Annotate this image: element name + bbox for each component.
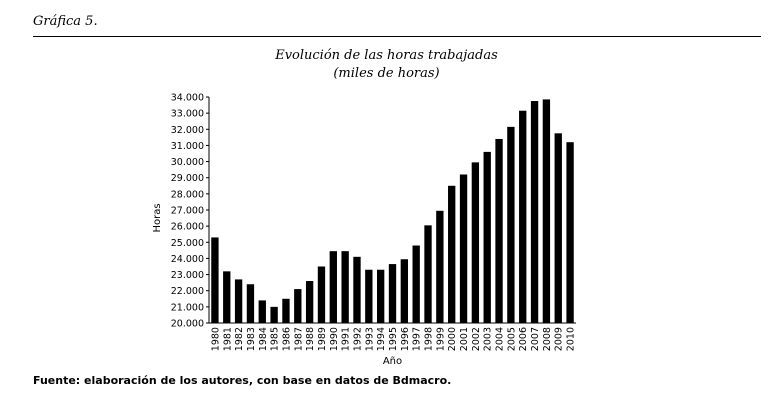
x-tick-label: 2010 [565, 327, 577, 352]
x-tick-label: 1980 [210, 327, 222, 352]
y-tick-label: 29.000 [170, 173, 204, 185]
x-tick-label: 1993 [364, 327, 376, 352]
x-tick-label: 2009 [553, 327, 565, 352]
y-tick-label: 31.000 [170, 140, 204, 152]
y-tick-label: 25.000 [170, 237, 204, 249]
bar-1990 [330, 251, 337, 323]
bar-1980 [211, 237, 218, 323]
x-tick-label: 1994 [376, 327, 388, 352]
y-tick-label: 22.000 [170, 286, 204, 298]
bar-2005 [507, 127, 514, 323]
x-tick-label: 1986 [281, 327, 293, 352]
x-tick-label: 1998 [423, 327, 435, 352]
y-tick-label: 34.000 [170, 92, 204, 104]
bar-2001 [460, 174, 467, 323]
bar-2008 [543, 99, 550, 323]
x-tick-label: 1999 [435, 327, 447, 352]
x-tick-label: 1983 [245, 327, 257, 352]
y-axis-ticks [171, 93, 209, 330]
x-tick-label: 1988 [305, 327, 317, 352]
y-tick-label: 26.000 [170, 221, 204, 233]
bar-2007 [531, 101, 538, 323]
bar-2010 [566, 142, 573, 323]
x-tick-label: 1995 [388, 327, 399, 352]
x-axis-ticks [210, 327, 576, 351]
x-tick-label: 1990 [328, 327, 340, 352]
bar-1983 [247, 284, 254, 323]
y-tick-label: 32.000 [170, 124, 204, 136]
bar-1995 [389, 264, 396, 323]
bar-1991 [341, 251, 348, 323]
bar-1996 [401, 259, 408, 323]
x-tick-label: 2005 [506, 327, 518, 352]
bar-1994 [377, 270, 384, 323]
x-tick-label: 1997 [411, 327, 423, 352]
bar-2006 [519, 111, 526, 323]
y-tick-label: 21.000 [170, 302, 204, 314]
y-tick-label: 27.000 [170, 205, 204, 217]
bar-1984 [259, 300, 266, 323]
bar-1987 [294, 289, 301, 323]
chart-title: Evolución de las horas trabajadas [275, 48, 498, 63]
y-tick-label: 20.000 [170, 318, 204, 330]
x-tick-label: 2001 [459, 327, 471, 352]
chart-subtitle: (miles de horas) [333, 66, 440, 81]
y-tick-label: 33.000 [170, 108, 204, 120]
x-tick-label: 1996 [399, 327, 411, 352]
bar-2002 [472, 162, 479, 323]
bar-1986 [282, 299, 289, 323]
x-tick-label: 1985 [269, 327, 281, 352]
x-tick-label: 2003 [482, 327, 494, 352]
bar-1989 [318, 267, 325, 324]
bar-1982 [235, 279, 242, 323]
y-tick-label: 30.000 [170, 157, 204, 169]
figure-label: Gráfica 5. [33, 14, 98, 29]
x-tick-label: 2008 [541, 327, 553, 352]
source-note: Fuente: elaboración de los autores, con base en datos de Bdmacro. [33, 374, 452, 387]
y-tick-label: 23.000 [170, 270, 204, 282]
y-tick-label: 24.000 [170, 253, 204, 265]
bar-1998 [424, 225, 431, 323]
x-tick-label: 2006 [518, 327, 530, 352]
x-tick-label: 2000 [447, 327, 459, 352]
x-tick-label: 1991 [340, 327, 352, 352]
bar-1999 [436, 211, 443, 323]
y-tick-label: 28.000 [170, 189, 204, 201]
bar-2000 [448, 186, 455, 323]
x-tick-label: 1984 [257, 327, 269, 352]
bar-1985 [270, 307, 277, 323]
x-tick-label: 1987 [293, 327, 305, 352]
bar-2004 [495, 139, 502, 323]
bar-1981 [223, 271, 230, 323]
x-tick-label: 2002 [470, 327, 482, 352]
x-axis-label: Año [382, 356, 403, 367]
x-tick-label: 1989 [316, 327, 328, 352]
x-tick-label: 1982 [234, 327, 246, 352]
bar-1993 [365, 270, 372, 323]
x-tick-label: 2007 [530, 327, 542, 352]
bar-2009 [555, 133, 562, 323]
x-tick-label: 1992 [352, 327, 364, 352]
x-tick-label: 2004 [494, 327, 506, 352]
bar-1988 [306, 281, 313, 323]
bar-2003 [484, 152, 491, 323]
bar-1992 [353, 257, 360, 323]
bar-1997 [413, 246, 420, 323]
x-tick-label: 1981 [222, 327, 234, 352]
bars [211, 99, 574, 323]
y-axis-label: Horas [152, 203, 163, 233]
